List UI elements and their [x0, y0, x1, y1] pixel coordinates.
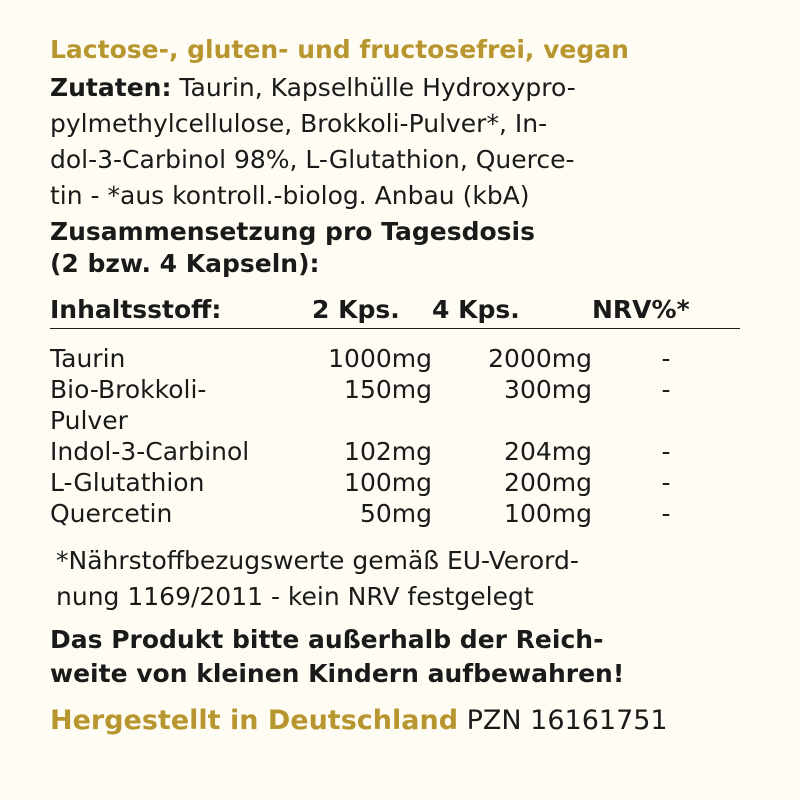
dose-2-value: 150mg	[344, 375, 432, 404]
table-row	[50, 436, 740, 467]
dose-4-value: 200mg	[504, 468, 592, 497]
table-header-row	[50, 290, 740, 329]
nrv-footnote	[50, 543, 760, 615]
origin-line	[50, 701, 760, 741]
ingredient-name: Taurin	[50, 344, 126, 373]
nrv-value: -	[661, 499, 671, 528]
dose-4-value: 100mg	[504, 499, 592, 528]
dose-4-value: 204mg	[504, 437, 592, 466]
nrv-value: -	[661, 437, 671, 466]
warning-line-1: Das Produkt bitte außerhalb der Reich-	[50, 625, 604, 654]
pzn-number: PZN 16161751	[458, 705, 668, 736]
nutrition-table	[50, 290, 740, 529]
dose-2-value: 1000mg	[328, 344, 432, 373]
dose-2-value: 50mg	[359, 499, 432, 528]
header-ingredient: Inhaltsstoff:	[50, 290, 312, 329]
table-row	[50, 374, 740, 436]
ingredients-line-4: tin - *aus kontroll.-biolog. Anbau (kbA)	[50, 181, 530, 210]
header-4-capsules: 4 Kps.	[432, 290, 592, 329]
dietary-claim: Lactose-, gluten- und fructosefrei, vegan	[50, 35, 629, 64]
composition-heading	[50, 216, 760, 280]
ingredients-line-3: dol-3-Carbinol 98%, L-Glutathion, Querce-	[50, 145, 575, 174]
header-2-capsules: 2 Kps.	[312, 290, 432, 329]
ingredient-name: L-Glutathion	[50, 468, 205, 497]
table-row	[50, 467, 740, 498]
table-row	[50, 498, 740, 529]
warning-line-2: weite von kleinen Kindern aufbewahren!	[50, 659, 625, 688]
dose-4-value: 2000mg	[488, 344, 592, 373]
ingredients-line-1	[50, 70, 760, 106]
footnote-line-2: nung 1169/2011 - kein NRV festgelegt	[56, 582, 534, 611]
dose-2-value: 102mg	[344, 437, 432, 466]
ingredients-text-1: Taurin, Kapselhülle Hydroxypro-	[171, 73, 576, 102]
ingredient-name: Indol-3-Carbinol	[50, 437, 250, 466]
dose-4-value: 300mg	[504, 375, 592, 404]
nrv-value: -	[661, 468, 671, 497]
table-row	[50, 329, 740, 375]
composition-heading-line-2: (2 bzw. 4 Kapseln):	[50, 249, 320, 278]
nrv-value: -	[661, 344, 671, 373]
ingredient-name: Bio-Brokkoli- Pulver	[50, 375, 207, 435]
ingredients-label: Zutaten:	[50, 73, 172, 102]
footnote-line-1: *Nährstoffbezugswerte gemäß EU-Verord-	[56, 546, 579, 575]
nrv-value: -	[661, 375, 671, 404]
made-in-germany: Hergestellt in Deutschland	[50, 705, 459, 736]
dose-2-value: 100mg	[344, 468, 432, 497]
child-safety-warning	[50, 623, 760, 691]
ingredients-line-2: pylmethylcellulose, Brokkoli-Pulver*, In-	[50, 109, 548, 138]
ingredients-block	[50, 70, 760, 214]
header-nrv: NRV%*	[592, 290, 740, 329]
ingredient-name: Quercetin	[50, 499, 173, 528]
composition-heading-line-1: Zusammensetzung pro Tagesdosis	[50, 217, 535, 246]
